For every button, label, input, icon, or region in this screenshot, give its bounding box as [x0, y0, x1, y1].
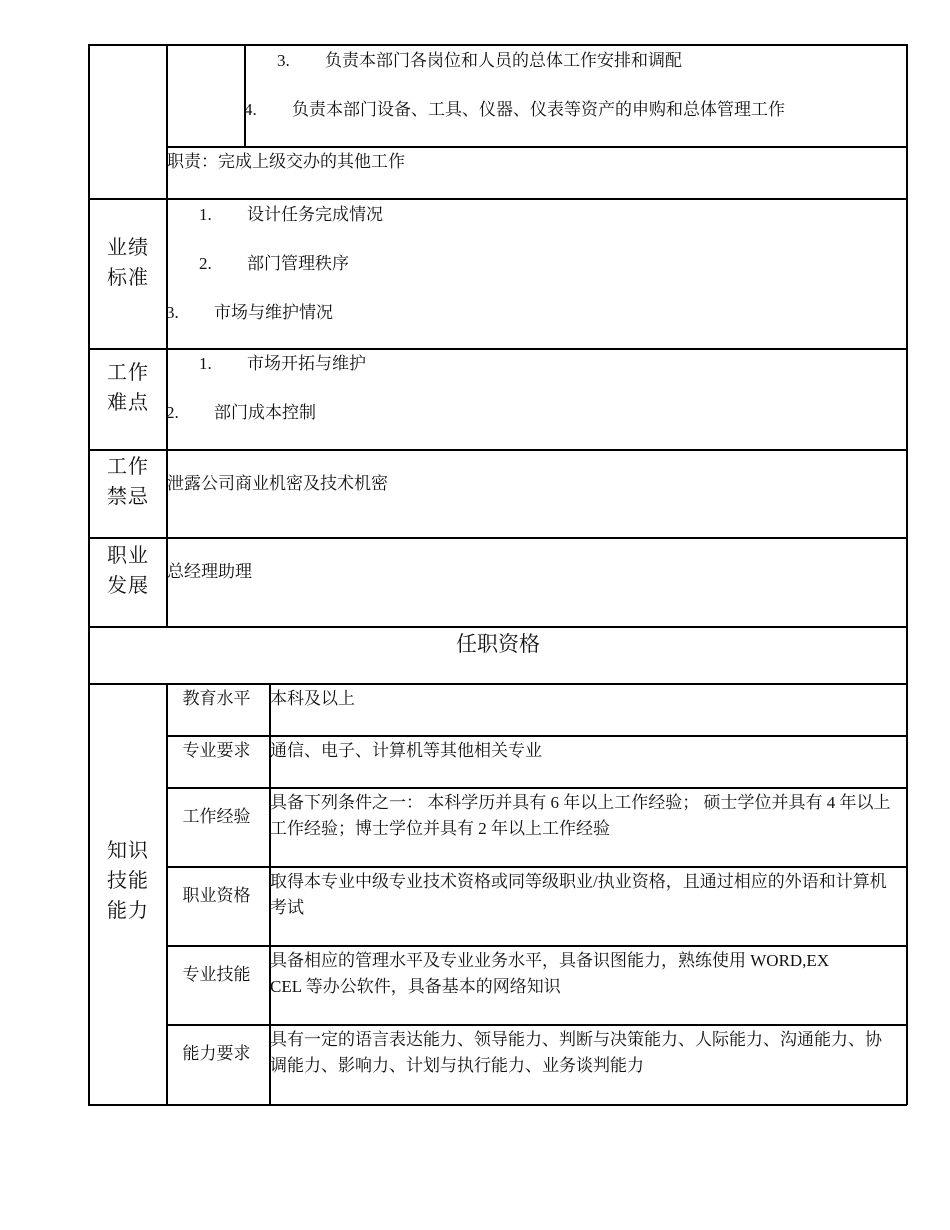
- ability-value: 具有一定的语言表达能力、领导能力、判断与决策能力、人际能力、沟通能力、协调能力、影响力、计划与执行能力、业务谈判能力: [270, 1030, 882, 1075]
- major-value: 通信、电子、计算机等其他相关专业: [270, 741, 542, 760]
- education-label: 教育水平: [182, 689, 251, 708]
- responsibility-item-3-num: 3.: [277, 51, 290, 70]
- taboo-label-line1: 工作: [107, 456, 149, 478]
- taboo-label: [90, 452, 166, 512]
- certification-value: 取得本专业中级专业技术资格或同等级职业/执业资格，且通过相应的外语和计算机考试: [270, 872, 887, 917]
- skills-label: 专业技能: [182, 965, 251, 984]
- certification-label: 职业资格: [182, 886, 251, 905]
- responsibility-inner-hline: [166, 146, 907, 148]
- performance-label-line2: 标准: [107, 267, 149, 289]
- career-label: [90, 541, 166, 601]
- career-label-line2: 发展: [107, 575, 149, 597]
- other-duty-text: 职责：完成上级交办的其他工作: [167, 152, 405, 171]
- knowledge-row-sep-2: [166, 787, 907, 789]
- difficulty-item-2-text: 部门成本控制: [214, 403, 316, 422]
- separator-qualification: [88, 626, 907, 628]
- responsibility-item-3-text: 负责本部门各岗位和人员的总体工作安排和调配: [325, 51, 682, 70]
- difficulty-label: [90, 358, 166, 418]
- table-bottom-border: [88, 1104, 907, 1106]
- separator-performance: [88, 198, 907, 200]
- difficulty-item-1-num: 1.: [199, 354, 212, 373]
- performance-label: [90, 233, 166, 293]
- ability-label: 能力要求: [182, 1044, 251, 1063]
- taboo-text: 泄露公司商业机密及技术机密: [167, 474, 388, 493]
- table-top-border: [88, 44, 907, 46]
- taboo-label-line2: 禁忌: [107, 486, 149, 508]
- performance-item-2-num: 2.: [199, 254, 212, 273]
- career-text: 总经理助理: [167, 562, 252, 581]
- education-value: 本科及以上: [270, 689, 355, 708]
- performance-item-3-num: 3.: [166, 303, 179, 322]
- career-label-line1: 职业: [107, 545, 149, 567]
- knowledge-row-sep-5: [166, 1024, 907, 1026]
- knowledge-row-sep-3: [166, 866, 907, 868]
- separator-taboo: [88, 449, 907, 451]
- responsibility-item-4-num: 4.: [244, 100, 257, 119]
- difficulty-label-line1: 工作: [107, 362, 149, 384]
- label-column-divider: [166, 44, 168, 626]
- difficulty-item-1-text: 市场开拓与维护: [247, 354, 366, 373]
- separator-career: [88, 537, 907, 539]
- knowledge-row-sep-1: [166, 735, 907, 737]
- major-label: 专业要求: [182, 741, 251, 760]
- qualification-title: 任职资格: [456, 632, 540, 656]
- performance-label-line1: 业绩: [107, 237, 149, 259]
- responsibility-inner-divider: [244, 44, 246, 146]
- skills-value: 具备相应的管理水平及专业业务水平，具备识图能力，熟练使用 WORD,EXCEL 等办公软件，具备基本的网络知识: [270, 951, 830, 996]
- knowledge-label-line2: 技能: [107, 870, 149, 892]
- knowledge-label: [90, 836, 166, 926]
- performance-item-1-text: 设计任务完成情况: [247, 205, 383, 224]
- knowledge-label-line1: 知识: [107, 840, 149, 862]
- difficulty-label-line2: 难点: [107, 392, 149, 414]
- responsibility-item-4-text: 负责本部门设备、工具、仪器、仪表等资产的申购和总体管理工作: [292, 100, 785, 119]
- difficulty-item-2-num: 2.: [166, 403, 179, 422]
- knowledge-label-line3: 能力: [107, 900, 149, 922]
- separator-difficulty: [88, 348, 907, 350]
- performance-item-3-text: 市场与维护情况: [214, 303, 333, 322]
- experience-label: 工作经验: [182, 807, 251, 826]
- performance-item-2-text: 部门管理秩序: [247, 254, 349, 273]
- performance-item-1-num: 1.: [199, 205, 212, 224]
- knowledge-row-sep-4: [166, 945, 907, 947]
- experience-value: 具备下列条件之一： 本科学历并具有 6 年以上工作经验； 硕士学位并具有 4 年以上工作经验；博士学位并具有 2 年以上工作经验: [270, 793, 891, 838]
- separator-knowledge: [88, 683, 907, 685]
